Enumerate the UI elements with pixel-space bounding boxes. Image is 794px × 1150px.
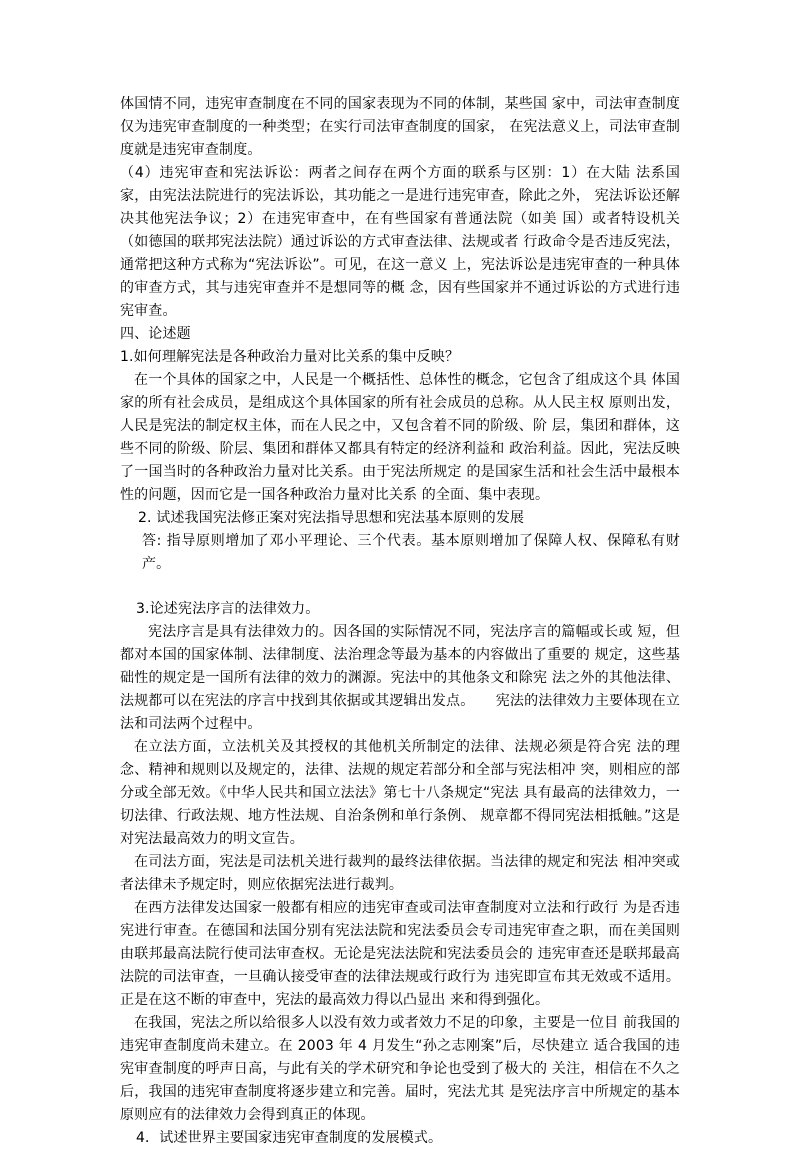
question-3-answer-intro: 宪法序言是具有法律效力的。因各国的实际情况不同，宪法序言的篇幅或长或 短，但都对本国的国家体制、法律制度、法治理念等最为基本的内容做出了重要的 规定，这些基础性的规定是一国所有法律的效力的渊源。宪法中的其他条文和除宪 法之外的其他法律、法规都可以在宪法的序言中找到其依据或其逻辑出发点。 宪法的法律效力主要体现在立法和司法两个过程中。 (120, 624, 680, 732)
section-heading-essay-questions: 四、论述题 (120, 326, 191, 342)
question-3-judicial-paragraph: 在司法方面，宪法是司法机关进行裁判的最终法律依据。当法律的规定和宪法 相冲突或者法律未予规定时，则应依据宪法进行裁判。 (120, 854, 680, 893)
question-1-answer: 在一个具体的国家之中，人民是一个概括性、总体性的概念，它包含了组成这个具 体国家的所有社会成员，是组成这个具体国家的所有社会成员的总称。从人民主权 原则出发，人民是宪法的制定权主体，而在人民之中，又包含着不同的阶级、阶 层，集团和群体，这些不同的阶级、阶层、集团和群体又都具有特定的经济利益和 政治利益。因此，宪法反映了一国当时的各种政治力量对比关系。由于宪法所规定 的是国家生活和社会生活中最根本性的问题，因而它是一国各种政治力量对比关系 的全面、集中表现。 (120, 372, 680, 503)
question-2-heading: 2. 试述我国宪法修正案对宪法指导思想和宪法基本原则的发展 (138, 510, 525, 526)
question-2-answer: 答: 指导原则增加了邓小平理论、三个代表。基本原则增加了保障人权、保障私有财产。 (142, 533, 680, 572)
document-page (120, 93, 680, 1150)
question-3-heading: 3.论述宪法序言的法律效力。 (136, 601, 320, 617)
paragraph-constitutional-litigation: （4）违宪审查和宪法诉讼：两者之间存在两个方面的联系与区别：1）在大陆 法系国家，由宪法法院进行的宪法诉讼，其功能之一是进行违宪审查，除此之外， 宪法诉讼还解决其他宪法争议；2）在违宪审查中，在有些国家有普通法院（如美 国）或者特设机关（如德国的联邦宪法法院）通过诉讼的方式审查法律、法规或者 行政命令是否违反宪法，通常把这种方式称为“宪法诉讼”。可见，在这一意义 上，宪法诉讼是违宪审查的一种具体的审查方式，其与违宪审查并不是想同等的概 念，因有些国家并不通过诉讼的方式进行违宪审查。 (120, 165, 680, 319)
question-3-legislation-paragraph: 在立法方面，立法机关及其授权的其他机关所制定的法律、法规必须是符合宪 法的理念、精神和规则以及规定的，法律、法规的规定若部分和全部与宪法相冲 突，则相应的部分或全部无效。《中华人民共和国立法法》第七十八条规定“宪法 具有最高的法律效力，一切法律、行政法规、地方性法规、自治条例和单行条例、 规章都不得同宪法相抵触。”这是对宪法最高效力的明文宣告。 (120, 739, 680, 847)
paragraph-continued-text: 体国情不同，违宪审查制度在不同的国家表现为不同的体制，某些国 家中，司法审查制度仅为违宪审查制度的一种类型；在实行司法审查制度的国家， 在宪法意义上，司法审查制度就是违宪审查制度。 (120, 96, 680, 158)
question-1-heading: 1.如何理解宪法是各种政治力量对比关系的集中反映？ (120, 349, 460, 365)
question-3-china-paragraph: 在我国，宪法之所以给很多人以没有效力或者效力不足的印象，主要是一位目 前我国的违宪审查制度尚未建立。在 2003 年 4 月发生“孙之志刚案”后，尽快建立 适合我国的违宪审查制度的呼声日高，与此有关的学术研究和争论也受到了极大的 关注，相信在不久之后，我国的违宪审查制度将逐步建立和完善。届时，宪法尤其 是宪法序言中所规定的基本原则应有的法律效力会得到真正的体现。 (120, 1015, 680, 1123)
blank-line (120, 576, 680, 598)
question-3-western-countries-paragraph: 在西方法律发达国家一般都有相应的违宪审查或司法审查制度对立法和行政行 为是否违宪进行审查。在德国和法国分别有宪法法院和宪法委员会专司违宪审查之职，而在美国则由联邦最高法院行使司法审查权。无论是宪法法院和宪法委员会的 违宪审查还是联邦最高法院的司法审查，一旦确认接受审查的法律法规或行政行为 违宪即宣布其无效或不适用。正是在这不断的审查中，宪法的最高效力得以凸显出 来和得到强化。 (120, 900, 680, 1008)
question-4-heading: 4．试述世界主要国家违宪审查制度的发展模式。 (136, 1130, 443, 1146)
